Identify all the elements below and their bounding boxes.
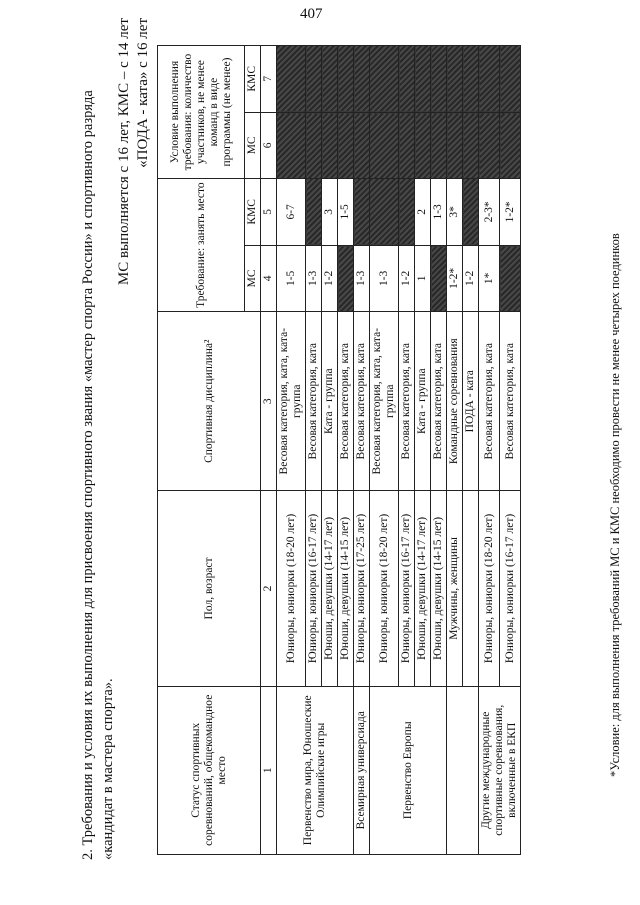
kms-condition-cell <box>447 46 463 113</box>
age-condition-line-2: «ПОДА - ката» с 16 лет <box>135 18 151 168</box>
discipline: Весовая категория, ката <box>354 312 370 491</box>
kms-place: 3* <box>447 179 463 246</box>
kms-condition-cell <box>322 46 338 113</box>
column-number: 3 <box>261 312 277 491</box>
header-ms: МС <box>245 245 261 312</box>
age-group <box>463 491 479 686</box>
discipline: Весовая категория, ката <box>500 312 521 491</box>
kms-place <box>463 179 479 246</box>
age-group: Юниоры, юниорки (16-17 лет) <box>306 491 322 686</box>
discipline: Весовая категория, ката <box>431 312 447 491</box>
ms-condition-cell <box>306 112 322 179</box>
age-group: Юниоры, юниорки (16-17 лет) <box>399 491 415 686</box>
discipline: Весовая категория, ката, ката-группа <box>277 312 306 491</box>
kms-place: 2 <box>415 179 431 246</box>
table-row <box>277 46 306 855</box>
column-number: 4 <box>261 245 277 312</box>
age-group: Юноши, девушки (14-15 лет) <box>338 491 354 686</box>
ms-condition-cell <box>354 112 370 179</box>
kms-condition-cell <box>370 46 399 113</box>
discipline: Весовая категория, ката <box>479 312 500 491</box>
kms-condition-cell <box>500 46 521 113</box>
ms-condition-cell <box>479 112 500 179</box>
ms-condition-cell <box>415 112 431 179</box>
kms-condition-cell <box>479 46 500 113</box>
header-discipline: Спортивная дисциплина² <box>158 312 261 491</box>
kms-place: 1-3 <box>431 179 447 246</box>
age-group: Юниоры, юниорки (17-25 лет) <box>354 491 370 686</box>
kms-place: 6-7 <box>277 179 306 246</box>
competition-status: Первенство мира, Юношеские Олимпийские игры <box>277 686 354 854</box>
competition-status: Всемирная универсиада <box>354 686 370 854</box>
header-required-place: Требование: занять место <box>158 179 245 312</box>
ms-place <box>338 245 354 312</box>
age-group: Юноши, девушки (14-17 лет) <box>415 491 431 686</box>
kms-condition-cell <box>354 46 370 113</box>
ms-place: 1-2 <box>399 245 415 312</box>
requirements-table-body <box>277 46 521 855</box>
ms-place: 1-2 <box>322 245 338 312</box>
kms-place <box>354 179 370 246</box>
ms-condition-cell <box>500 112 521 179</box>
discipline: Весовая категория, ката <box>399 312 415 491</box>
ms-place: 1-3 <box>306 245 322 312</box>
kms-condition-cell <box>306 46 322 113</box>
discipline: ПОДА - ката <box>463 312 479 491</box>
kms-condition-cell <box>463 46 479 113</box>
ms-condition-cell <box>370 112 399 179</box>
ms-place <box>500 245 521 312</box>
age-group: Юниоры, юниорки (18-20 лет) <box>277 491 306 686</box>
age-condition-line-1: МС выполняется с 16 лет, КМС – с 14 лет <box>116 18 132 286</box>
header-status: Статус спортивных соревнований, общекомандное место <box>158 686 261 854</box>
ms-condition-cell <box>463 112 479 179</box>
age-group: Юниоры, юниорки (16-17 лет) <box>500 491 521 686</box>
table-row <box>354 46 370 855</box>
competition-status: Другие международные спортивные соревнования, включенные в ЕКП <box>479 686 521 854</box>
heading-line-2: «кандидат в мастера спорта». <box>100 678 116 860</box>
column-number: 2 <box>261 491 277 686</box>
ms-condition-cell <box>399 112 415 179</box>
kms-place: 2-3* <box>479 179 500 246</box>
kms-place <box>370 179 399 246</box>
ms-place: 1 <box>415 245 431 312</box>
age-condition <box>115 18 153 285</box>
ms-place: 1-2 <box>463 245 479 312</box>
kms-place: 1-5 <box>338 179 354 246</box>
ms-condition-cell <box>322 112 338 179</box>
header-age: Пол, возраст <box>158 491 261 686</box>
ms-place: 1-3 <box>354 245 370 312</box>
discipline: Весовая категория, ката <box>338 312 354 491</box>
discipline: Весовая категория, ката <box>306 312 322 491</box>
age-group: Юноши, девушки (14-17 лет) <box>322 491 338 686</box>
kms-condition-cell <box>338 46 354 113</box>
requirements-table <box>157 45 521 855</box>
kms-place <box>399 179 415 246</box>
ms-place: 1-2* <box>447 245 463 312</box>
discipline: Командные соревнования <box>447 312 463 491</box>
competition-status <box>447 686 479 854</box>
header-ms-condition: МС <box>245 112 261 179</box>
section-heading <box>78 0 118 860</box>
column-numbers-row <box>261 46 277 855</box>
kms-condition-cell <box>277 46 306 113</box>
page-number: 407 <box>300 6 323 22</box>
discipline: Ката - группа <box>415 312 431 491</box>
kms-condition-cell <box>399 46 415 113</box>
kms-place: 1-2* <box>500 179 521 246</box>
header-kms-condition: КМС <box>245 46 261 113</box>
age-group: Юниоры, юниорки (18-20 лет) <box>370 491 399 686</box>
header-participants-condition: Условие выполнения требования: количество участников, не менее команд в виде программы (не менее) <box>158 46 245 179</box>
ms-place: 1* <box>479 245 500 312</box>
competition-status: Первенство Европы <box>370 686 447 854</box>
column-number: 5 <box>261 179 277 246</box>
ms-condition-cell <box>338 112 354 179</box>
age-group: Мужчины, женщины <box>447 491 463 686</box>
ms-place <box>431 245 447 312</box>
ms-place: 1-5 <box>277 245 306 312</box>
ms-condition-cell <box>447 112 463 179</box>
kms-place <box>306 179 322 246</box>
column-number: 6 <box>261 112 277 179</box>
kms-condition-cell <box>415 46 431 113</box>
kms-place: 3 <box>322 179 338 246</box>
table-row <box>479 46 500 855</box>
kms-condition-cell <box>431 46 447 113</box>
ms-condition-cell <box>277 112 306 179</box>
table-row <box>447 46 463 855</box>
age-group: Юниоры, юниорки (18-20 лет) <box>479 491 500 686</box>
discipline: Весовая категория, ката, ката-группа <box>370 312 399 491</box>
discipline: Ката - группа <box>322 312 338 491</box>
header-kms: КМС <box>245 179 261 246</box>
age-group: Юноши, девушки (14-15 лет) <box>431 491 447 686</box>
column-number: 7 <box>261 46 277 113</box>
table-row <box>370 46 399 855</box>
column-number: 1 <box>261 686 277 854</box>
heading-line-1: 2. Требования и условия их выполнения для присвоения спортивного звания «мастер спорта России» и спортивного разряда <box>80 90 96 860</box>
ms-condition-cell <box>431 112 447 179</box>
footnote: *Условие: для выполнения требований МС и КМС необходимо провести не менее четырех поединков <box>608 233 622 777</box>
ms-place: 1-3 <box>370 245 399 312</box>
